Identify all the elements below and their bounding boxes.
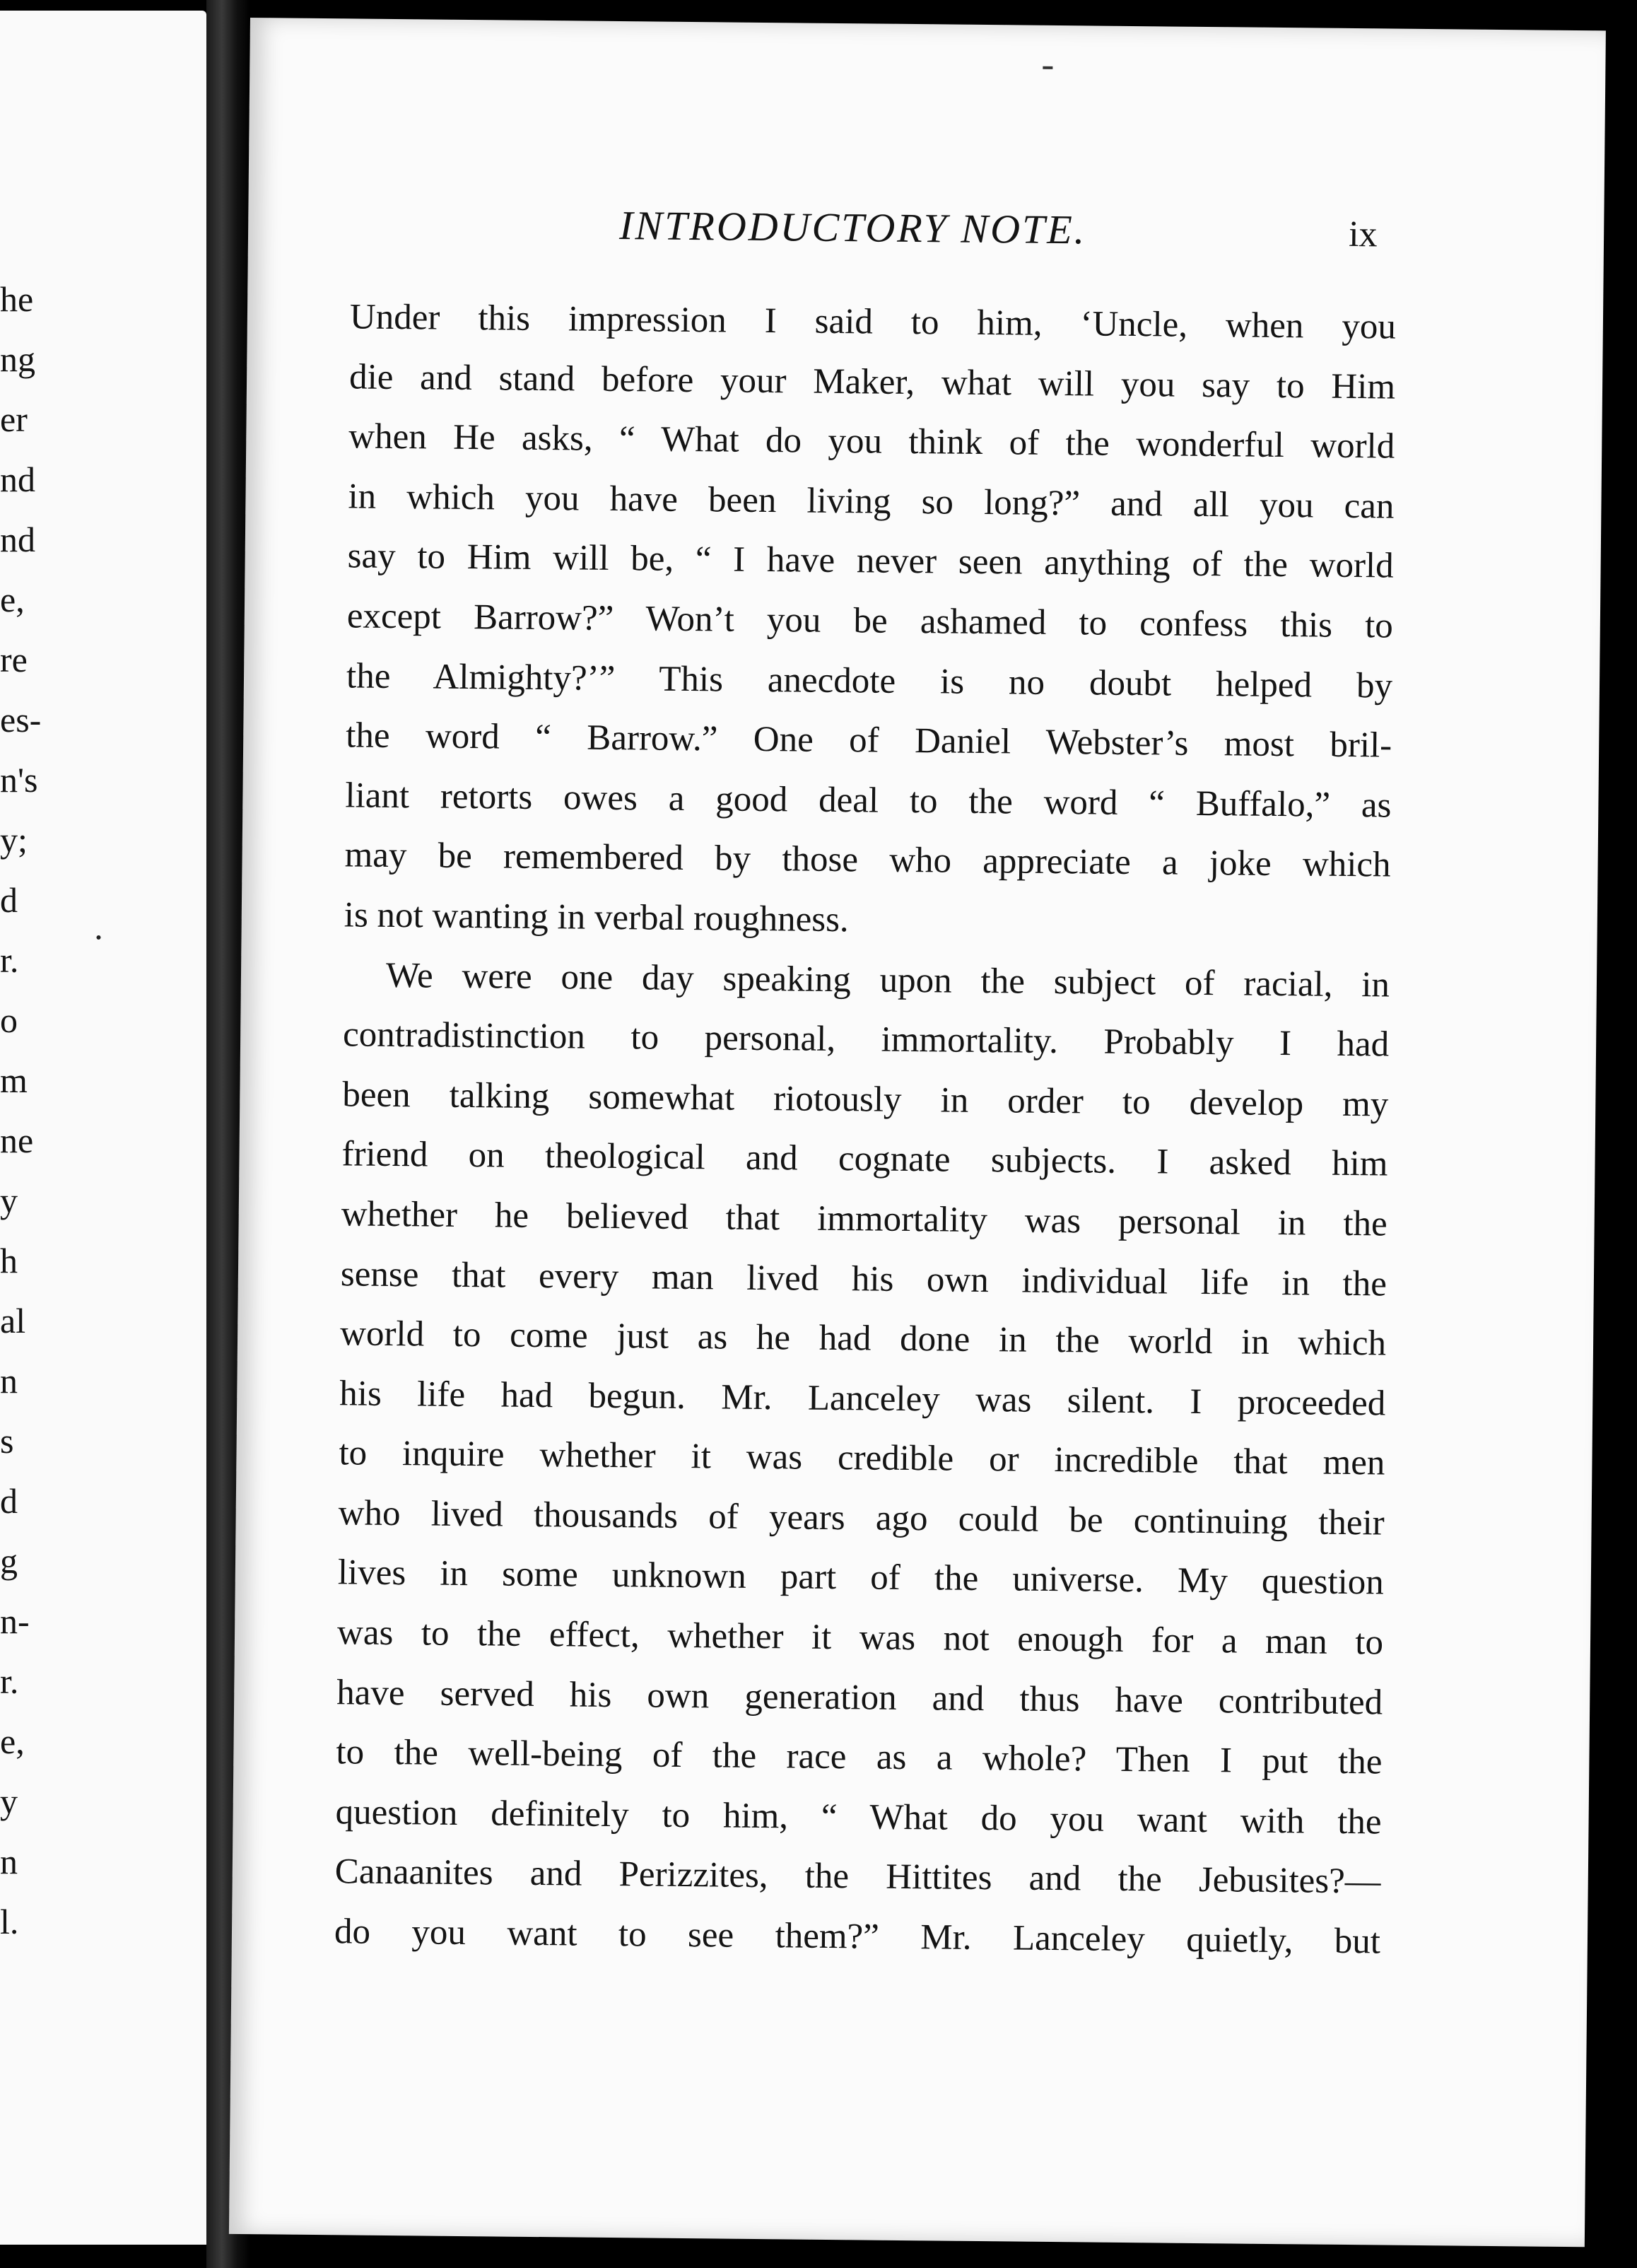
text-line: his life had begun. Mr. Lanceley was silent. I proceeded xyxy=(339,1373,1386,1424)
left-fragment: n xyxy=(0,1842,18,1881)
text-line: world to come just as he had done in the world in which xyxy=(339,1314,1387,1364)
left-fragment: h xyxy=(0,1241,18,1280)
text-line: question definitely to him, “ What do you want with the xyxy=(335,1792,1382,1842)
left-fragment: re xyxy=(0,640,28,679)
left-fragment: d xyxy=(0,1481,18,1521)
text-line: except Barrow?” Won’t you be ashamed to confess this to xyxy=(346,596,1394,646)
text-line: is not wanting in verbal roughness. xyxy=(344,895,849,940)
left-facing-page xyxy=(0,11,206,2245)
text-line: We were one day speaking upon the subject of racial, in xyxy=(385,955,1390,1005)
ink-speck xyxy=(96,935,100,940)
left-page-line-fragments xyxy=(0,269,41,1952)
left-fragment: o xyxy=(0,1000,18,1040)
text-line: liant retorts owes a good deal to the word “ Buffalo,” as xyxy=(345,776,1392,826)
left-fragment: r. xyxy=(0,940,19,980)
text-line: to inquire whether it was credible or incredible that men xyxy=(339,1433,1385,1483)
page-number: ix xyxy=(1348,214,1378,255)
left-fragment: m xyxy=(0,1060,28,1100)
left-fragment: s xyxy=(0,1421,14,1461)
left-fragment: y; xyxy=(0,820,28,860)
left-fragment: nd xyxy=(0,520,35,559)
text-line: contradistinction to personal, immortality. Probably I had xyxy=(342,1015,1390,1065)
left-fragment: r. xyxy=(0,1661,19,1701)
text-line: may be remembered by those who appreciate a joke which xyxy=(344,835,1391,885)
text-line: friend on theological and cognate subjects. I asked him xyxy=(341,1134,1388,1184)
text-line: sense that every man lived his own individual life in the xyxy=(340,1253,1387,1304)
left-fragment: he xyxy=(0,279,34,319)
text-line: lives in some unknown part of the universe. My question xyxy=(337,1553,1385,1603)
text-line: die and stand before your Maker, what will you say to Him xyxy=(348,356,1396,407)
left-fragment: e, xyxy=(0,580,25,619)
left-fragment: g xyxy=(0,1541,18,1581)
left-fragment: e, xyxy=(0,1722,25,1761)
text-line: the Almighty?’” This anecdote is no doubt helped by xyxy=(346,655,1393,706)
left-fragment: nd xyxy=(0,460,35,499)
left-fragment: n xyxy=(0,1361,18,1401)
right-page xyxy=(229,18,1606,2247)
left-fragment: er xyxy=(0,399,28,439)
running-head: INTRODUCTORY NOTE. xyxy=(618,202,1087,253)
text-line: in which you have been living so long?” and all you can xyxy=(348,477,1395,527)
left-fragment: es- xyxy=(0,700,42,740)
text-line: when He asks, “ What do you think of the wonderful world xyxy=(348,416,1395,467)
text-line: was to the effect, whether it was not enough for a man to xyxy=(336,1613,1384,1663)
text-line: have served his own generation and thus have contributed xyxy=(336,1672,1383,1723)
left-fragment: al xyxy=(0,1301,26,1340)
text-line: who lived thousands of years ago could be continuing their xyxy=(338,1493,1385,1543)
left-fragment: n's xyxy=(0,760,38,800)
text-line: say to Him will be, “ I have never seen anything of the world xyxy=(347,536,1394,586)
ink-mark xyxy=(1043,66,1052,69)
left-fragment: y xyxy=(0,1181,18,1220)
left-fragment: y xyxy=(0,1782,18,1821)
text-line: whether he believed that immortality was personal in the xyxy=(341,1194,1387,1244)
body-text xyxy=(334,287,1397,1972)
left-fragment: ne xyxy=(0,1121,34,1160)
left-fragment: d xyxy=(0,880,18,920)
left-fragment: n- xyxy=(0,1601,30,1641)
text-line: do you want to see them?” Mr. Lanceley quietly, but xyxy=(334,1912,1381,1962)
text-line: to the well-being of the race as a whole? Then I put the xyxy=(336,1732,1383,1782)
text-line: Canaanites and Perizzites, the Hittites and the Jebusites?— xyxy=(334,1852,1382,1902)
text-line: been talking somewhat riotously in order to develop my xyxy=(342,1075,1389,1125)
text-line: the word “ Barrow.” One of Daniel Webster’s most bril- xyxy=(345,715,1392,766)
text-line: Under this impression I said to him, ‘Uncle, when you xyxy=(349,297,1397,347)
left-fragment: ng xyxy=(0,339,35,379)
left-fragment: l. xyxy=(0,1902,19,1941)
